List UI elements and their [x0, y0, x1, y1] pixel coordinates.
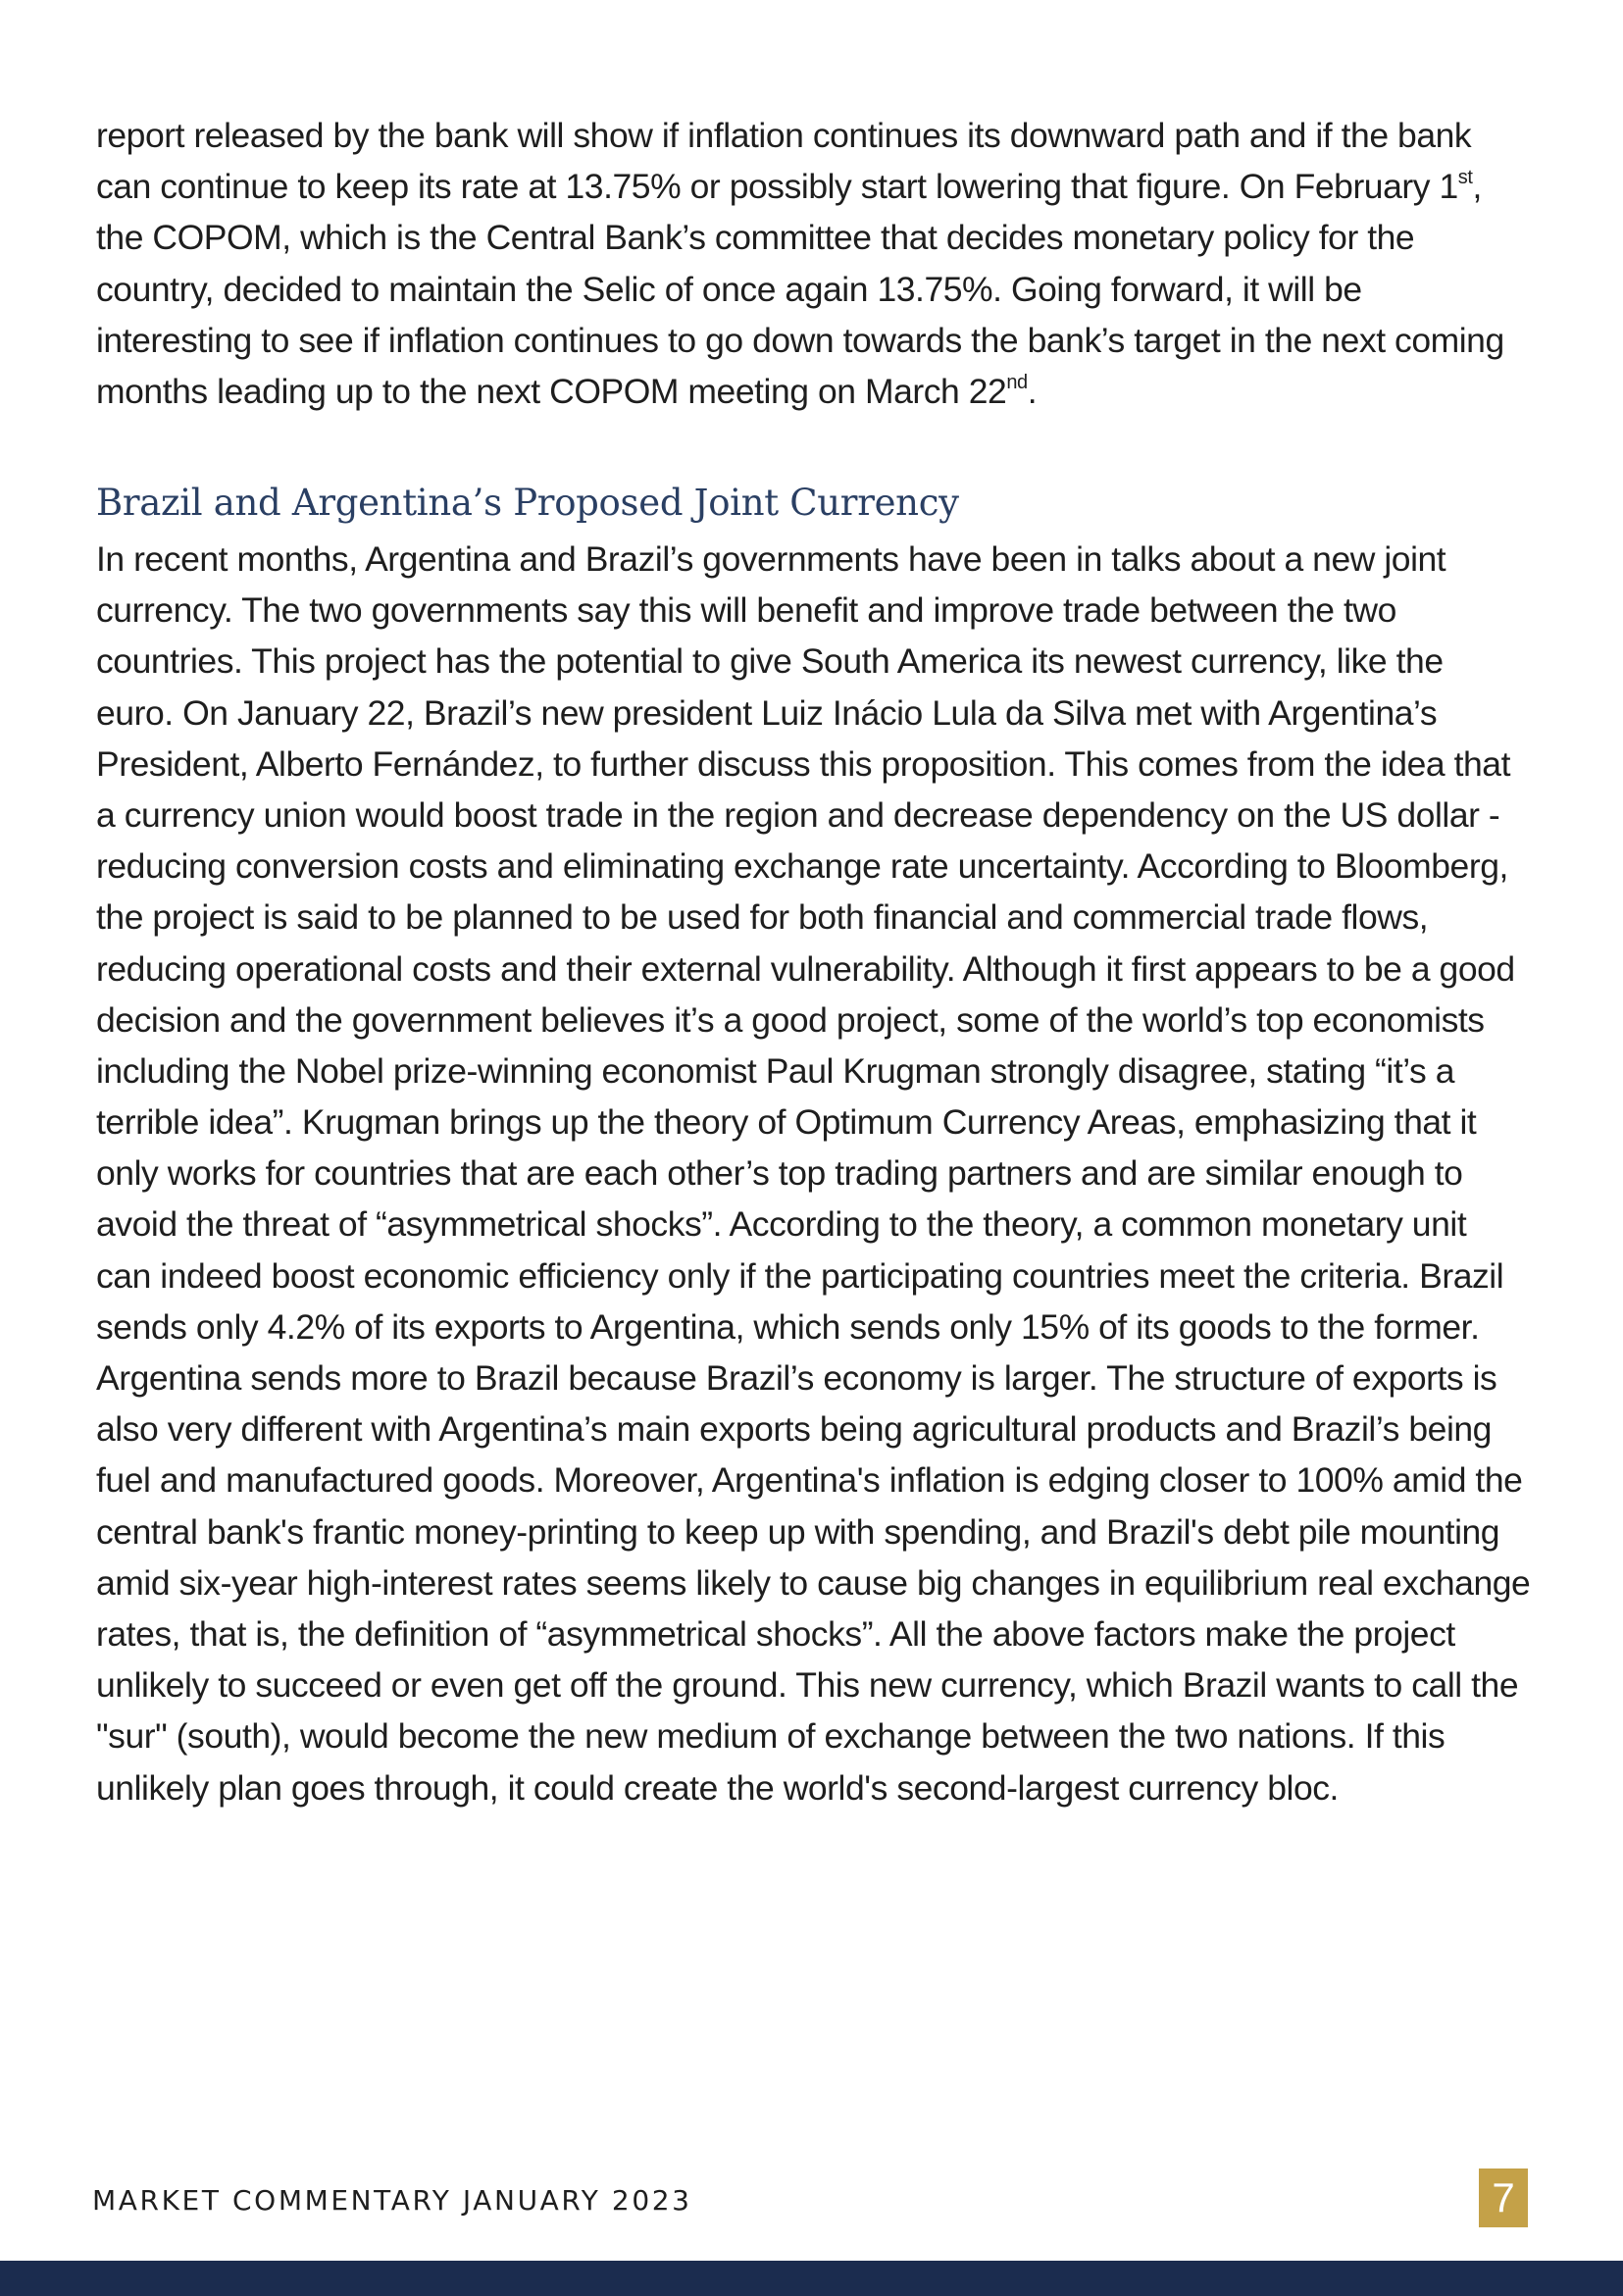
- body-line: In recent months, Argentina and Brazil’s governments have been in talks about a new joint: [96, 539, 1446, 579]
- body-line: rates, that is, the definition of “asymmetrical shocks”. All the above factors make the project: [96, 1613, 1455, 1654]
- body-line: euro. On January 22, Brazil’s new president Luiz Inácio Lula da Silva met with Argentina’s: [96, 692, 1438, 733]
- body-line: also very different with Argentina’s main exports being agricultural products and Brazil’s being: [96, 1409, 1492, 1450]
- paragraph-line: report released by the bank will show if inflation continues its downward path and if the bank: [96, 116, 1472, 155]
- body-line: amid six-year high-interest rates seems likely to cause big changes in equilibrium real exchange: [96, 1562, 1531, 1603]
- page-number-badge: 7: [1479, 2168, 1528, 2227]
- body-line: a currency union would boost trade in the region and decrease dependency on the US dollar -: [96, 794, 1500, 835]
- ordinal-suffix: nd: [1006, 371, 1028, 393]
- paragraph-line: country, decided to maintain the Selic of once again 13.75%. Going forward, it will be: [96, 269, 1362, 309]
- body-line: avoid the threat of “asymmetrical shocks”. According to the theory, a common monetary unit: [96, 1204, 1467, 1245]
- body-line: fuel and manufactured goods. Moreover, Argentina's inflation is edging closer to 100% amid the: [96, 1460, 1523, 1501]
- ordinal-suffix: st: [1457, 167, 1473, 189]
- body-line: only works for countries that are each other’s top trading partners and are similar enough to: [96, 1153, 1463, 1194]
- body-line: decision and the government believes it’s a good project, some of the world’s top economists: [96, 999, 1485, 1040]
- body-line: can indeed boost economic efficiency only if the participating countries meet the criteria. Brazil: [96, 1255, 1504, 1296]
- body-line: terrible idea”. Krugman brings up the theory of Optimum Currency Areas, emphasizing that it: [96, 1102, 1477, 1143]
- footer-title: MARKET COMMENTARY JANUARY 2023: [92, 2184, 692, 2217]
- paragraph-line: interesting to see if inflation continues to go down towards the bank’s target in the next coming: [96, 320, 1504, 360]
- paragraph-text: months leading up to the next COPOM meeting on March 22: [96, 371, 1007, 411]
- section-body: [96, 534, 1606, 1813]
- paragraph-line: [96, 366, 1606, 417]
- section-heading: Brazil and Argentina’s Proposed Joint Currency: [96, 482, 959, 524]
- punctuation: .: [1027, 371, 1038, 411]
- intro-paragraph: [96, 110, 1606, 417]
- body-line: the project is said to be planned to be used for both financial and commercial trade flows,: [96, 897, 1429, 938]
- body-line: unlikely to succeed or even get off the ground. This new currency, which Brazil wants to call the: [96, 1665, 1519, 1706]
- body-line: sends only 4.2% of its exports to Argentina, which sends only 15% of its goods to the former.: [96, 1306, 1480, 1347]
- body-line: reducing conversion costs and eliminating exchange rate uncertainty. According to Bloomberg,: [96, 846, 1508, 887]
- body-line: countries. This project has the potential to give South America its newest currency, like the: [96, 641, 1444, 682]
- footer-bar: [0, 2261, 1623, 2296]
- body-line: reducing operational costs and their external vulnerability. Although it first appears to be a good: [96, 948, 1515, 989]
- body-line: including the Nobel prize-winning economist Paul Krugman strongly disagree, stating “it’s a: [96, 1050, 1455, 1091]
- body-line: currency. The two governments say this will benefit and improve trade between the two: [96, 590, 1396, 631]
- paragraph-line: [96, 161, 1606, 212]
- body-line: central bank's frantic money-printing to keep up with spending, and Brazil's debt pile mounting: [96, 1511, 1500, 1552]
- punctuation: ,: [1472, 167, 1482, 207]
- paragraph-text: can continue to keep its rate at 13.75% or possibly start lowering that figure. On February 1: [96, 167, 1458, 207]
- body-line: Argentina sends more to Brazil because Brazil’s economy is larger. The structure of exports is: [96, 1358, 1497, 1398]
- body-line: unlikely plan goes through, it could create the world's second-largest currency bloc.: [96, 1767, 1339, 1808]
- body-line: "sur" (south), would become the new medium of exchange between the two nations. If this: [96, 1716, 1445, 1757]
- paragraph-line: the COPOM, which is the Central Bank’s committee that decides monetary policy for the: [96, 218, 1415, 258]
- body-line: President, Alberto Fernández, to further discuss this proposition. This comes from the idea that: [96, 743, 1510, 784]
